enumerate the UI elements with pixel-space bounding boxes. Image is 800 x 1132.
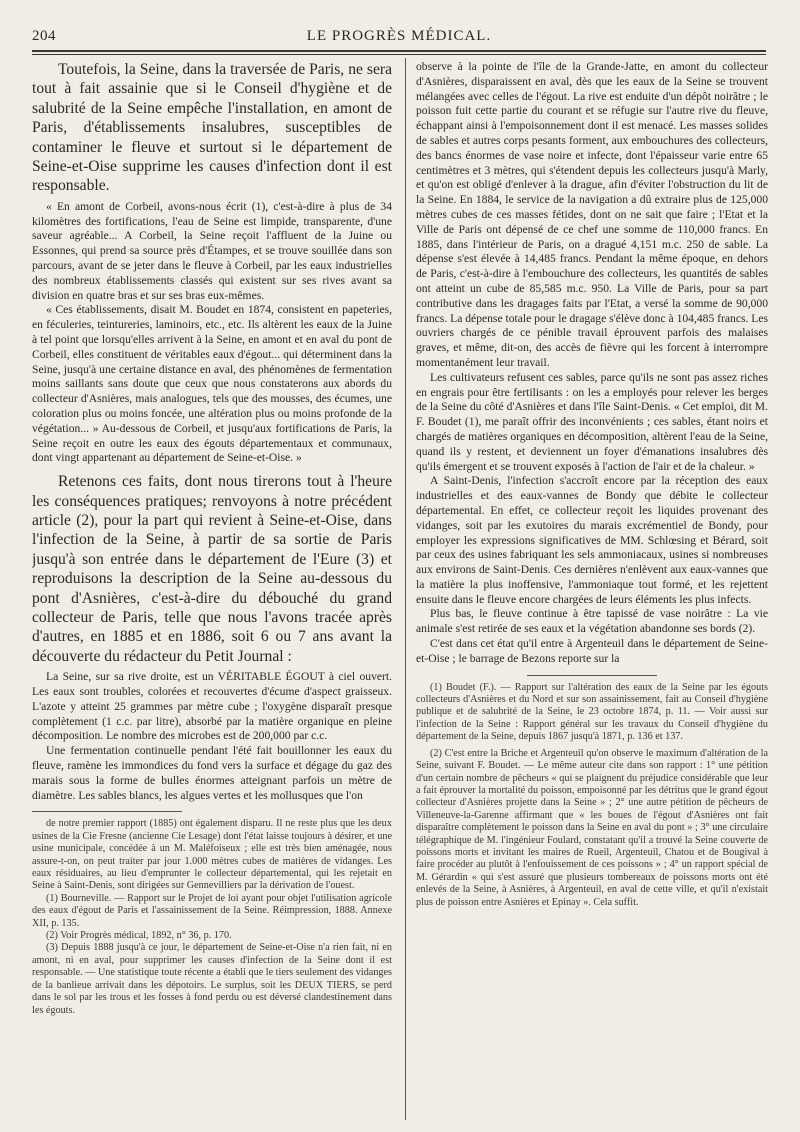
body-paragraph: A Saint-Denis, l'infection s'accroît encore par la réception des eaux industrielles et des eaux-vannes de Bondy que débite le collecteur départemental. En effet, ce collecteur reçoit les liquides provenant des vidanges, soit par les exutoires du marais excrémentiel de Bondy, pour employer les expressions significatives de MM. Schlœsing et Bérard, soit par ceux des usines fabriquant les sels ammoniacaux, usines si nombreuses aux environs de Saint-Denis. Ces dernières n'enlèvent aux eaux-vannes que la matière la plus inoffensive, l'ammoniaque tout formé, et les rejettent ensuite dans le fleuve encore chargées de leurs éléments les plus infects. [416,474,768,606]
body-paragraph: Plus bas, le fleuve continue à être tapissé de vase noirâtre : La vie animale s'est retirée de ses eaux et la végétation abandonne ses bords (2). [416,607,768,636]
footnote: (2) Voir Progrès médical, 1892, n° 36, p. 170. [46,930,232,942]
right-column [416,60,768,909]
header-rule-thin [32,54,766,55]
footnote-separator [527,675,657,676]
left-column [32,60,392,1017]
footnote-continued: de notre premier rapport (1885) ont également disparu. Il ne reste plus que les deux usines de la Cie Fresne (ancienne Cie Lesage) dont l'état laisse toujours à désirer, et une usine municipale, concédée à un M. Maléfoiseux ; elle est très bien aménagée, nous assure-t-on, on peut traiter par jour 1.000 mètres cubes de matières de vidanges. Les eaux résiduaires, au lieu d'emprunter le collecteur départemental, qui les rejetait en Seine à Saint-Denis, sont dirigées sur Gennevilliers par la dérivation de l'ouest. [32,818,392,892]
footnote: (2) C'est entre la Briche et Argenteuil qu'on observe le maximum d'altération de la Seine, suivant F. Boudet. — Le même auteur cite dans son rapport : 1° une pétition d'un certain nombre de pêcheurs « qui se plaignent du préjudice considérable que leur a fait éprouver la mortalité du poisson, empoisonné par les détritus que le grand égout collecteur d'Asnières projette dans la Seine » ; 2° une autre pétition de pêcheurs de Villeneuve-la-Garenne affirmant que « les boues de l'égout d'Asnières ont fait disparaître complètement le poisson dans la Seine en aval du pont » ; 3° une circulaire télégraphique de M. l'ingénieur Foulard, constatant qu'il a trouvé la Seine couverte de poissons morts et invitant les maires de Rueil, Argenteuil, Chatou et de Bougival à faire procéder au plutôt à l'enfouissement de ces poissons » ; 4° un rapport spécial de M. Gérardin « qui s'est assuré que plusieurs tombereaux de poissons morts ont été enlevés de la Seine, à Asnières, à Argenteuil, en aval de cette ville, et qu'il n'existait plus de poisson entre Asnières et Epinay ». Cela suffit. [416,747,768,908]
quote-paragraph: La Seine, sur sa rive droite, est un VÉRITABLE ÉGOUT à ciel ouvert. Les eaux sont troubles, colorées et recouvertes d'écume d'aspect graisseux. L'azote y atteint 25 grammes par mètre cube ; l'oxygène disparaît presque complètement (1 c.c. par litre), absorbé par la matière organique en pleine décomposition. Le nombre des microbes est de 200,000 par c.c. [32,670,392,743]
body-paragraph: Retenons ces faits, dont nous tirerons tout à l'heure les conséquences pratiques; renvoyons à notre précédent article (2), pour la part qui revient à Seine-et-Oise, dans l'infection de la Seine, à partir de sa sortie de Paris jusqu'à son entrée dans le département de l'Eure (3) et reproduisons la description de la Seine au-dessous du pont d'Asnières, c'est-à-dire du débouché du grand collecteur de Paris, telle que nous l'avons tracée après d'autres, en 1885 et en 1886, soit 6 ou 7 ans avant la découverte du rédacteur du Petit Journal : [32,473,392,665]
body-paragraph: Les cultivateurs refusent ces sables, parce qu'ils ne sont pas assez riches en engrais pour être fertilisants : on les a employés pour relever les berges de la Seine du côté d'Asnières et dans l'île Saint-Denis. « Cet emploi, dit M. F. Boudet (1), me paraît offrir des inconvénients ; ces sables, étant noirs et chargés de matières organiques en décomposition, altèrent l'eau de la Seine, quand ils y restent, et deviennent un foyer d'émanations insalubres dès qu'ils émergent et se trouvent exposés à l'action de l'air et de la chaleur. » [416,370,768,473]
quote-paragraph: « Ces établissements, disait M. Boudet en 1874, consistent en papeteries, en féculeries, teintureries, laminoirs, etc., etc. Ils altèrent les eaux de la Juine à tel point que lorsqu'elles arrivent à la Seine, en amont et en aval du pont de Corbeil, elles constituent de véritables eaux d'égout... qui déterminent dans la Seine, jusqu'à une certaine distance en aval, des phénomènes de fermentation moins saillants sans doute que ceux que nous constaterons aux abords du collecteur d'Asnières, mais analogues, tels que des mousses, des écumes, une coloration plus ou moins foncée, une altération plus ou moins profonde de la végétation... » Au-dessous de Corbeil, et jusqu'aux fortifications de Paris, la Seine reçoit en outre les eaux des égouts départementaux et communaux, dont vingt appartenant au département de Seine-et-Oise. » [32,303,392,465]
footnote: (1) Bourneville. — Rapport sur le Projet de loi ayant pour objet l'utilisation agricole des eaux d'égout de Paris et l'assainissement de la Seine. Réimpression, 1888. Annexe XII, p. 135. [32,892,392,929]
body-paragraph: Toutefois, la Seine, dans la traversée de Paris, ne sera tout à fait assainie que si le Conseil d'hygiène et de salubrité de la Seine empêche l'installation, en amont de Paris, d'établissements insalubres, susceptibles de contaminer le fleuve et surtout si le département de Seine-et-Oise supprime les causes d'infection dont il est responsable. [32,61,392,195]
body-paragraph: C'est dans cet état qu'il entre à Argenteuil dans le département de Seine-et-Oise ; le barrage de Bezons reporte sur la [416,637,768,665]
quote-paragraph: « En amont de Corbeil, avons-nous écrit (1), c'est-à-dire à plus de 34 kilomètres des fortifications, l'eau de Seine est limpide, transparente, d'une saveur agréable... A Corbeil, la Seine reçoit l'affluent de la Juine ou Essonnes, qui prend sa source près d'Étampes, et se trouve souillée dans son parcours, avant de se jeter dans le fleuve à Corbeil, par les eaux industrielles des nombreux établissements classés qui existent sur ses rives avant sa division en quatre bras et sur ses bras eux-mêmes. [32,199,392,302]
header-rule-thick [32,50,766,52]
page-number: 204 [32,28,56,44]
page-header [32,28,766,48]
footnote: (1) Boudet (F.). — Rapport sur l'altération des eaux de la Seine par les égouts collecteurs d'Asnières et du Nord et sur son assainissement, fait au Conseil d'hygiène publique et de salubrité de la Seine, le 23 octobre 1874, p. 11. — Voir aussi sur l'infection de la Seine : Rapport général sur les travaux du Conseil d'hygiène du département de la Seine, depuis 1867 jusqu'à 1871, p. 136 et 137. [416,681,768,743]
body-paragraph: observe à la pointe de l'île de la Grande-Jatte, en amont du collecteur d'Asnières, disparaissent en aval, dès que les eaux de la Seine se trouvent mélangées avec celles de l'égout. La rive est enduite d'un dépôt noirâtre ; le poisson fuit cette partie du courant et se réfugie sur l'autre rive du fleuve, échappant ainsi à l'empoisonnement dont il est menacé. Les masses solides de sables et autres corps pesants forment, aux embouchures des collecteurs, des bancs énormes de vase noire et infecte, dont l'épaisseur varie entre 65 centimètres et 3 mètres, qui s'étendent depuis les collecteurs jusqu'à Marly, et qu'on est obligé d'enlever à la drague, afin d'éviter l'obstruction du lit de la Seine. En 1884, le service de la navigation a dû extraire plus de 125,000 mètres cubes de ces masses fétides, dont on ne sait que faire ; l'Etat et la Ville de Paris ont dépensé de ce chef une somme de 110,000 francs. En 1885, dans l'intérieur de Paris, on a dragué 4,151 m.c. 250 de sable. La dépense s'est élevée à 14,485 francs. Pendant la même époque, en dehors de Paris, c'est-à-dire à l'embouchure des collecteurs, les quantités de sables ont atteint un cube de 85,585 m.c. 950. La Ville de Paris, pour sa part contributive dans les dragages faits par l'Etat, a versé la somme de 90,000 francs. La dépense totale pour le dragage s'élève donc à 104,485 francs. Les ouvriers chargés de ce pénible travail éprouvent parfois des malaises graves, et même, dit-on, des accès de fièvre qui les forcent à interrompre momentanément leur travail. [416,60,768,369]
quote-paragraph: Une fermentation continuelle pendant l'été fait bouillonner les eaux du fleuve, ramène les immondices du fond vers la surface et dégage du gaz des marais sous la forme de bulles énormes atteignant parfois un mètre de diamètre. Les sables blancs, les algues vertes et les mollusques que l'on [32,744,392,802]
column-divider [405,58,406,1120]
footnote-separator [32,811,182,812]
footnote: (3) Depuis 1888 jusqu'à ce jour, le département de Seine-et-Oise n'a rien fait, ni en amont, ni en aval, pour supprimer les causes d'infection de la Seine dont il est responsable. — Une statistique toute récente a établi que le tiers seulement des vidanges de la banlieue arrivait dans les dépotoirs. Le surplus, soit les DEUX TIERS, se perd dans le sol par les trous et les fosses à fond perdu ou est déversé clandestinement dans les égouts. [32,942,392,1016]
journal-title: LE PROGRÈS MÉDICAL. [306,28,492,44]
